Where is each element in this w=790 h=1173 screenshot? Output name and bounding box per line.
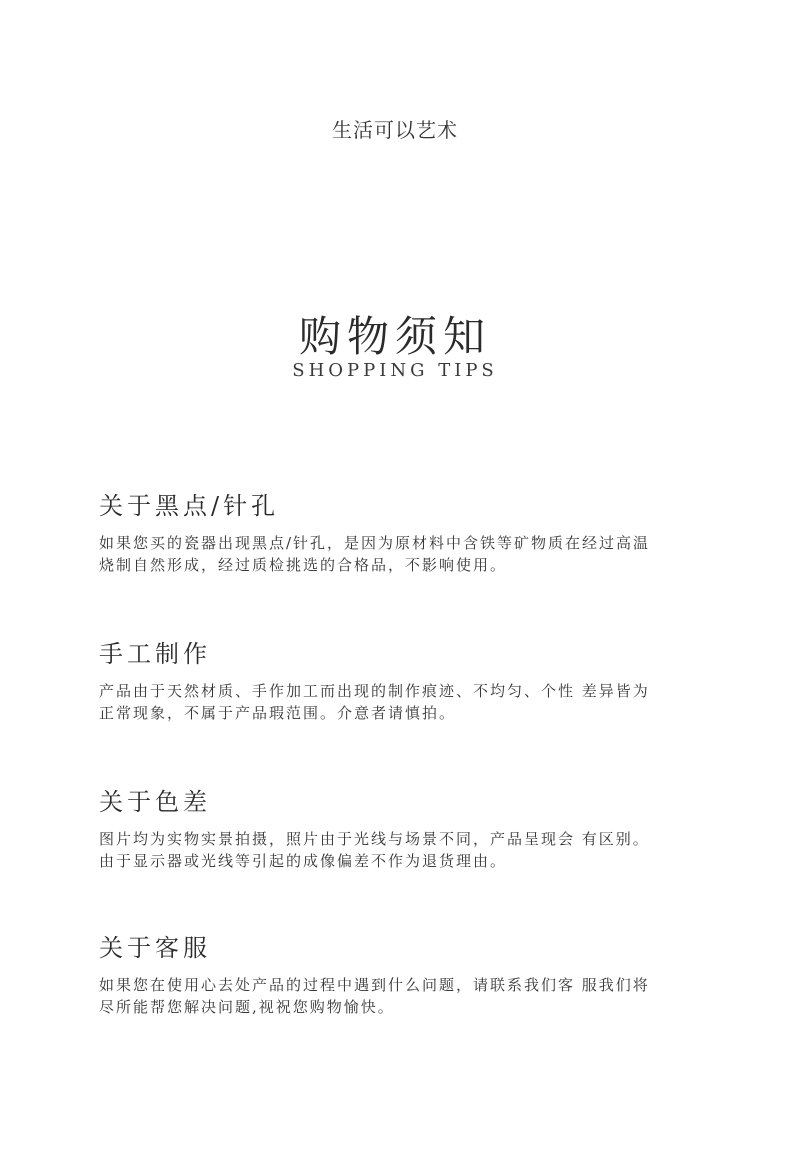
section-body (99, 828, 699, 872)
section-heading: 手工制作 (99, 640, 211, 668)
tagline: 生活可以艺术 (332, 118, 458, 142)
section-body (99, 680, 699, 724)
body-line: 正常现象，不属于产品瑕范围。介意者请慎拍。 (99, 704, 457, 722)
section-heading: 关于黑点/针孔 (99, 492, 280, 520)
body-line: 尽所能帮您解决问题,视祝您购物愉快。 (99, 998, 395, 1016)
section-color-difference (99, 786, 699, 872)
page-title: 购物须知 (298, 312, 491, 361)
page-subtitle: SHOPPING TIPS (292, 360, 498, 381)
section-heading: 关于色差 (99, 788, 211, 816)
body-line: 烧制自然形成，经过质检挑选的合格品，不影响使用。 (99, 556, 508, 574)
section-body (99, 974, 699, 1018)
section-customer-service (99, 932, 699, 1018)
section-handmade (99, 638, 699, 724)
section-heading: 关于客服 (99, 934, 211, 962)
body-line: 图片均为实物实景拍摄，照片由于光线与场景不同，产品呈现会 有区别。 (99, 830, 650, 848)
body-line: 由于显示器或光线等引起的成像偏差不作为退货理由。 (99, 852, 508, 870)
body-line: 如果您买的瓷器出现黑点/针孔，是因为原材料中含铁等矿物质在经过高温 (99, 534, 651, 552)
body-line: 产品由于天然材质、手作加工而出现的制作痕迹、不均匀、个性 差异皆为 (99, 682, 650, 700)
section-black-spots (99, 490, 699, 576)
section-body (99, 532, 699, 576)
body-line: 如果您在使用心去处产品的过程中遇到什么问题，请联系我们客 服我们将 (99, 976, 650, 994)
